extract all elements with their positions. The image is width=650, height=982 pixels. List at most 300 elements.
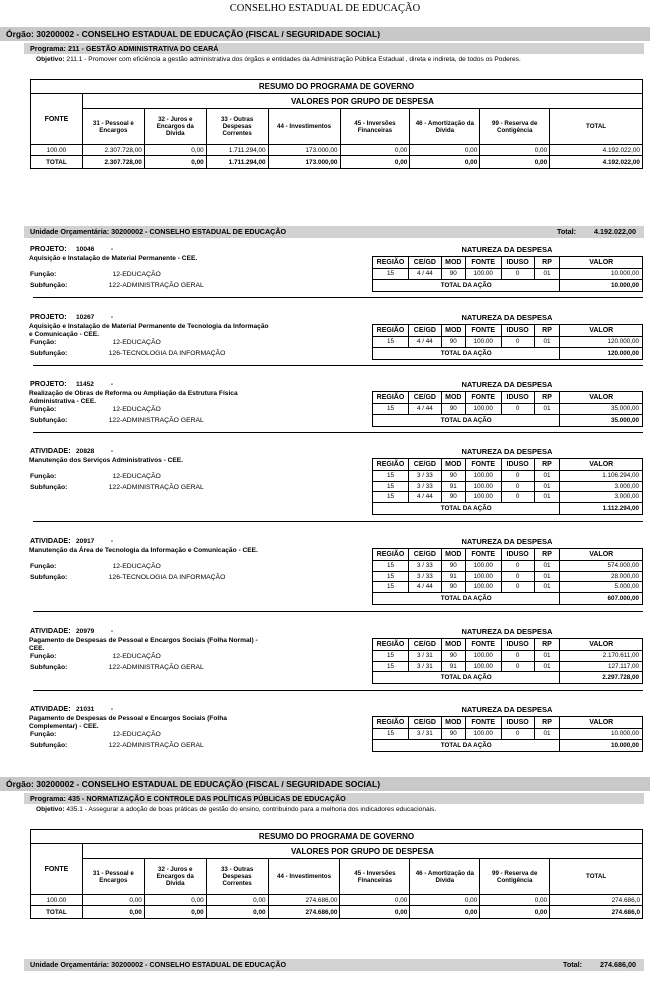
action-type: PROJETO: — [30, 312, 67, 321]
funcao-code: 12 — [112, 406, 120, 413]
natureza-cell: 3 / 33 — [408, 481, 441, 492]
subfuncao-line: Subfunção: 122-ADMINISTRAÇÃO GERAL — [30, 742, 204, 749]
subfuncao-code: 126 — [108, 350, 120, 357]
natureza-cell: 90 — [441, 729, 465, 740]
natureza-cell: 4 / 44 — [408, 492, 441, 503]
natureza-cell: 90 — [441, 269, 465, 280]
subfuncao-line: Subfunção: 126-TECNOLOGIA DA INFORMAÇÃO — [30, 574, 226, 581]
natureza-cell: 127.117,00 — [560, 661, 643, 672]
resumo-col-header: 46 - Amortização da Dívida — [410, 859, 480, 895]
natureza-cell: 90 — [441, 471, 465, 482]
total-acao-label: TOTAL DA AÇÃO — [373, 347, 560, 359]
natureza-col-header: IDUSO — [501, 549, 534, 561]
natureza-col-header: REGIÃO — [373, 392, 409, 404]
natureza-table — [372, 548, 643, 605]
natureza-cell: 15 — [373, 404, 409, 415]
natureza-cell: 15 — [373, 269, 409, 280]
natureza-table — [372, 324, 643, 360]
action-type: ATIVIDADE: — [30, 446, 71, 455]
natureza-cell: 0 — [501, 404, 534, 415]
natureza-col-header: MOD — [441, 325, 465, 337]
natureza-col-header: CE/GD — [408, 717, 441, 729]
natureza-cell: 3 / 31 — [408, 661, 441, 672]
natureza-cell: 0 — [501, 492, 534, 503]
funcao-code: 12 — [112, 563, 120, 570]
funcao-text: EDUCAÇÃO — [122, 406, 161, 413]
resumo-total-cell: 0,00 — [340, 156, 410, 169]
total-acao-value: 1.112.294,00 — [560, 502, 643, 514]
subfuncao-text: TECNOLOGIA DA INFORMAÇÃO — [122, 574, 226, 581]
funcao-text: EDUCAÇÃO — [122, 473, 161, 480]
unidade-total-value: 4.192.022,00 — [594, 227, 636, 236]
action-code: 10046 — [76, 246, 95, 253]
resumo-total-cell: 274.686,0 — [550, 906, 643, 919]
natureza-cell: 15 — [373, 337, 409, 348]
natureza-cell: 01 — [534, 337, 560, 348]
resumo-col-header: 44 - Investimentos — [268, 859, 340, 895]
natureza-col-header: VALOR — [560, 392, 643, 404]
natureza-cell: 15 — [373, 561, 409, 572]
subfuncao-code: 122 — [108, 664, 120, 671]
natureza-cell: 0 — [501, 481, 534, 492]
resumo-total-cell: 0,00 — [410, 906, 480, 919]
resumo-table — [30, 79, 643, 169]
subfuncao-code: 122 — [108, 484, 120, 491]
action-code: 21031 — [76, 706, 95, 713]
page-header: CONSELHO ESTADUAL DE EDUCAÇÃO — [229, 3, 421, 14]
funcao-line: Função: 12-EDUCAÇÃO — [30, 339, 161, 346]
funcao-code: 12 — [112, 731, 120, 738]
subfuncao-text: ADMINISTRAÇÃO GERAL — [122, 484, 204, 491]
unidade-bar — [24, 959, 644, 971]
natureza-col-header: IDUSO — [501, 459, 534, 471]
resumo-total-cell: 0,00 — [144, 156, 206, 169]
natureza-cell: 15 — [373, 582, 409, 593]
resumo-total-cell: 0,00 — [480, 156, 550, 169]
natureza-cell: 90 — [441, 404, 465, 415]
natureza-cell: 15 — [373, 729, 409, 740]
natureza-col-header: CE/GD — [408, 325, 441, 337]
subfuncao-label: Subfunção: — [30, 350, 68, 357]
natureza-col-header: CE/GD — [408, 639, 441, 651]
resumo-col-header: 99 - Reserva de Contigência — [480, 109, 550, 145]
natureza-cell: 100.00 — [465, 269, 501, 280]
natureza-col-header: RP — [534, 459, 560, 471]
resumo-cell: 0,00 — [410, 895, 480, 906]
subfuncao-code: 122 — [108, 742, 120, 749]
natureza-col-header: FONTE — [465, 717, 501, 729]
resumo-col-header: TOTAL — [550, 109, 643, 145]
funcao-line: Função: 12-EDUCAÇÃO — [30, 406, 161, 413]
natureza-col-header: IDUSO — [501, 257, 534, 269]
natureza-cell: 120.000,00 — [560, 337, 643, 348]
natureza-cell: 01 — [534, 661, 560, 672]
natureza-cell: 90 — [441, 651, 465, 662]
funcao-label: Função: — [30, 271, 57, 278]
natureza-col-header: RP — [534, 639, 560, 651]
natureza-cell: 01 — [534, 492, 560, 503]
natureza-cell: 3 / 33 — [408, 571, 441, 582]
total-acao-value: 35.000,00 — [560, 414, 643, 426]
action-header: ATIVIDADE: 21031 - Pagamento de Despesas de Pessoal e Encargos Sociais (Folha Complementar) - CEE. — [30, 705, 350, 732]
funcao-label: Função: — [30, 473, 57, 480]
total-acao-label: TOTAL DA AÇÃO — [373, 739, 560, 751]
natureza-cell: 100.00 — [465, 661, 501, 672]
natureza-cell: 91 — [441, 571, 465, 582]
natureza-cell: 3 / 33 — [408, 471, 441, 482]
natureza-col-header: VALOR — [560, 325, 643, 337]
orgao-bar: Órgão: 30200002 - CONSELHO ESTADUAL DE EDUCAÇÃO (FISCAL / SEGURIDADE SOCIAL) — [0, 27, 650, 41]
natureza-col-header: IDUSO — [501, 392, 534, 404]
resumo-cell: 0,00 — [340, 895, 410, 906]
resumo-cell: 0,00 — [340, 145, 410, 156]
subfuncao-line: Subfunção: 126-TECNOLOGIA DA INFORMAÇÃO — [30, 350, 226, 357]
resumo-total-cell: 1.711.294,00 — [206, 156, 268, 169]
resumo-cell: 0,00 — [206, 895, 268, 906]
natureza-cell: 0 — [501, 729, 534, 740]
natureza-cell: 3 / 33 — [408, 561, 441, 572]
natureza-cell: 10.000,00 — [560, 729, 643, 740]
total-acao-label: TOTAL DA AÇÃO — [373, 672, 560, 684]
funcao-label: Função: — [30, 406, 57, 413]
resumo-col-header: 32 - Juros e Encargos da Dívida — [144, 109, 206, 145]
subfuncao-text: ADMINISTRAÇÃO GERAL — [122, 417, 204, 424]
natureza-table — [372, 391, 643, 427]
funcao-line: Função: 12-EDUCAÇÃO — [30, 731, 161, 738]
natureza-cell: 01 — [534, 481, 560, 492]
natureza-cell: 0 — [501, 561, 534, 572]
action-code: 11452 — [76, 381, 94, 388]
natureza-cell: 01 — [534, 404, 560, 415]
natureza-col-header: CE/GD — [408, 549, 441, 561]
action-separator — [33, 432, 643, 433]
resumo-title: RESUMO DO PROGRAMA DE GOVERNO — [31, 80, 643, 94]
orgao-bar: Órgão: 30200002 - CONSELHO ESTADUAL DE EDUCAÇÃO (FISCAL / SEGURIDADE SOCIAL) — [0, 777, 650, 791]
natureza-cell: 3.000,00 — [560, 481, 643, 492]
natureza-cell: 0 — [501, 582, 534, 593]
unidade-total — [563, 960, 636, 969]
natureza-col-header: MOD — [441, 639, 465, 651]
unidade-total-value: 274.686,00 — [600, 960, 636, 969]
natureza-col-header: RP — [534, 392, 560, 404]
action-name: Aquisição e Instalação de Material Permanente de Tecnologia da Informação e Comunicação - CEE. — [29, 322, 269, 338]
unidade-label: Unidade Orçamentária: 30200002 - CONSELHO ESTADUAL DE EDUCAÇÃO — [30, 227, 287, 236]
funcao-code: 12 — [112, 271, 120, 278]
action-code: 10267 — [76, 314, 95, 321]
natureza-col-header: MOD — [441, 459, 465, 471]
natureza-col-header: FONTE — [465, 639, 501, 651]
resumo-col-header: 33 - Outras Despesas Correntes — [206, 859, 268, 895]
natureza-cell: 90 — [441, 337, 465, 348]
natureza-title: NATUREZA DA DESPESA — [461, 537, 553, 546]
action-code: 20917 — [76, 538, 95, 545]
funcao-label: Função: — [30, 653, 57, 660]
natureza-col-header: FONTE — [465, 392, 501, 404]
natureza-col-header: FONTE — [465, 325, 501, 337]
funcao-text: EDUCAÇÃO — [122, 563, 161, 570]
natureza-col-header: VALOR — [560, 257, 643, 269]
total-acao-label: TOTAL DA AÇÃO — [373, 279, 560, 291]
total-acao-value: 2.297.728,00 — [560, 672, 643, 684]
natureza-cell: 90 — [441, 582, 465, 593]
resumo-total-cell: 2.307.728,00 — [82, 156, 144, 169]
action-header: PROJETO: 11452 - Realização de Obras de Reforma ou Ampliação da Estrutura Física Administrativa - CEE. — [30, 380, 350, 407]
subfuncao-code: 122 — [108, 417, 120, 424]
natureza-cell: 0 — [501, 269, 534, 280]
action-type: ATIVIDADE: — [30, 536, 71, 545]
natureza-cell: 91 — [441, 481, 465, 492]
natureza-col-header: VALOR — [560, 549, 643, 561]
natureza-cell: 100.00 — [465, 729, 501, 740]
natureza-cell: 4 / 44 — [408, 337, 441, 348]
resumo-total-cell: 4.192.022,00 — [550, 156, 643, 169]
natureza-cell: 100.00 — [465, 471, 501, 482]
resumo-cell: 0,00 — [144, 145, 206, 156]
subfuncao-code: 122 — [108, 282, 120, 289]
action-code: 20979 — [76, 628, 95, 635]
fonte-header: FONTE — [31, 844, 83, 895]
subfuncao-line: Subfunção: 122-ADMINISTRAÇÃO GERAL — [30, 664, 204, 671]
natureza-cell: 01 — [534, 471, 560, 482]
natureza-cell: 100.00 — [465, 571, 501, 582]
action-code: 20828 — [76, 448, 95, 455]
action-type: PROJETO: — [30, 244, 67, 253]
funcao-text: EDUCAÇÃO — [122, 731, 161, 738]
objetivo-label: Objetivo: — [36, 806, 65, 813]
natureza-cell: 5.000,00 — [560, 582, 643, 593]
resumo-col-header: 45 - Inversões Financeiras — [340, 109, 410, 145]
resumo-cell: 173.000,00 — [268, 145, 340, 156]
total-acao-value: 10.000,00 — [560, 279, 643, 291]
natureza-col-header: RP — [534, 717, 560, 729]
natureza-col-header: MOD — [441, 257, 465, 269]
objetivo-line — [36, 806, 646, 813]
objetivo-label: Objetivo: — [36, 56, 65, 63]
natureza-cell: 01 — [534, 571, 560, 582]
natureza-table — [372, 638, 643, 684]
natureza-title: NATUREZA DA DESPESA — [461, 447, 553, 456]
natureza-title: NATUREZA DA DESPESA — [461, 245, 553, 254]
total-acao-label: TOTAL DA AÇÃO — [373, 502, 560, 514]
action-type: PROJETO: — [30, 379, 67, 388]
action-header: ATIVIDADE: 20828 - Manutenção dos Serviços Administrativos - CEE. — [30, 447, 350, 465]
resumo-total-cell: 0,00 — [480, 906, 550, 919]
resumo-col-header: 32 - Juros e Encargos da Dívida — [144, 859, 206, 895]
total-acao-value: 10.000,00 — [560, 739, 643, 751]
funcao-text: EDUCAÇÃO — [122, 653, 161, 660]
natureza-cell: 0 — [501, 661, 534, 672]
natureza-col-header: FONTE — [465, 257, 501, 269]
resumo-col-header: 33 - Outras Despesas Correntes — [206, 109, 268, 145]
action-header: ATIVIDADE: 20979 - Pagamento de Despesas de Pessoal e Encargos Sociais (Folha Normal) - CEE. — [30, 627, 350, 654]
programa-bar: Programa: 435 - NORMATIZAÇÃO E CONTROLE DAS POLÍTICAS PÚBLICAS DE EDUCAÇÃO — [24, 793, 644, 804]
resumo-total-cell: 0,00 — [82, 906, 144, 919]
subfuncao-label: Subfunção: — [30, 664, 68, 671]
objetivo-line — [36, 56, 646, 63]
resumo-cell: 0,00 — [480, 895, 550, 906]
natureza-col-header: VALOR — [560, 639, 643, 651]
natureza-cell: 100.00 — [465, 337, 501, 348]
natureza-cell: 10.000,00 — [560, 269, 643, 280]
natureza-cell: 100.00 — [465, 404, 501, 415]
action-header: ATIVIDADE: 20917 - Manutenção da Área de Tecnologia da Informação e Comunicação - CEE. — [30, 537, 350, 555]
unidade-total-label: Total: — [557, 227, 577, 236]
resumo-col-header: 44 - Investimentos — [268, 109, 340, 145]
resumo-total-cell: 0,00 — [340, 906, 410, 919]
natureza-col-header: CE/GD — [408, 257, 441, 269]
natureza-col-header: CE/GD — [408, 459, 441, 471]
funcao-code: 12 — [112, 473, 120, 480]
funcao-line: Função: 12-EDUCAÇÃO — [30, 271, 161, 278]
natureza-cell: 0 — [501, 337, 534, 348]
resumo-total-cell: TOTAL — [31, 156, 83, 169]
action-name: Pagamento de Despesas de Pessoal e Encargos Sociais (Folha Normal) - CEE. — [29, 636, 258, 652]
action-separator — [33, 297, 643, 298]
resumo-col-header: 99 - Reserva de Contigência — [480, 859, 550, 895]
total-acao-value: 607.000,00 — [560, 592, 643, 604]
natureza-cell: 4 / 44 — [408, 582, 441, 593]
natureza-cell: 0 — [501, 651, 534, 662]
natureza-col-header: VALOR — [560, 717, 643, 729]
subfuncao-line: Subfunção: 122-ADMINISTRAÇÃO GERAL — [30, 417, 204, 424]
action-type: ATIVIDADE: — [30, 626, 71, 635]
action-name: Manutenção dos Serviços Administrativos - CEE. — [29, 456, 184, 464]
subfuncao-text: TECNOLOGIA DA INFORMAÇÃO — [122, 350, 226, 357]
action-separator — [33, 690, 643, 691]
natureza-cell: 100.00 — [465, 561, 501, 572]
resumo-total-cell: TOTAL — [31, 906, 83, 919]
natureza-title: NATUREZA DA DESPESA — [461, 627, 553, 636]
natureza-col-header: FONTE — [465, 459, 501, 471]
natureza-col-header: IDUSO — [501, 717, 534, 729]
natureza-cell: 100.00 — [465, 582, 501, 593]
funcao-line: Função: 12-EDUCAÇÃO — [30, 473, 161, 480]
unidade-bar — [24, 226, 644, 238]
natureza-col-header: REGIÃO — [373, 325, 409, 337]
natureza-col-header: REGIÃO — [373, 549, 409, 561]
action-separator — [33, 521, 643, 522]
natureza-cell: 15 — [373, 471, 409, 482]
funcao-label: Função: — [30, 563, 57, 570]
total-acao-label: TOTAL DA AÇÃO — [373, 592, 560, 604]
subfuncao-text: ADMINISTRAÇÃO GERAL — [122, 282, 204, 289]
resumo-col-header: 45 - Inversões Financeiras — [340, 859, 410, 895]
natureza-col-header: IDUSO — [501, 639, 534, 651]
resumo-subtitle: VALORES POR GRUPO DE DESPESA — [82, 844, 642, 859]
resumo-table — [30, 829, 643, 919]
resumo-subtitle: VALORES POR GRUPO DE DESPESA — [82, 94, 642, 109]
subfuncao-line: Subfunção: 122-ADMINISTRAÇÃO GERAL — [30, 484, 204, 491]
natureza-cell: 100.00 — [465, 481, 501, 492]
resumo-title: RESUMO DO PROGRAMA DE GOVERNO — [31, 830, 643, 844]
resumo-cell: 2.307.728,00 — [82, 145, 144, 156]
objetivo-text: 211.1 - Promover com eficiência a gestão administrativa dos órgãos e entidades da Administração Pública Estadual , direta e indireta, de todos os Poderes. — [66, 56, 521, 63]
resumo-cell: 274.686,00 — [268, 895, 340, 906]
action-name: Realização de Obras de Reforma ou Ampliação da Estrutura Física Administrativa - CEE. — [29, 389, 238, 405]
funcao-line: Função: 12-EDUCAÇÃO — [30, 653, 161, 660]
funcao-label: Função: — [30, 339, 57, 346]
total-acao-value: 120.000,00 — [560, 347, 643, 359]
natureza-cell: 90 — [441, 561, 465, 572]
subfuncao-text: ADMINISTRAÇÃO GERAL — [122, 742, 204, 749]
natureza-col-header: RP — [534, 257, 560, 269]
natureza-cell: 3.000,00 — [560, 492, 643, 503]
funcao-text: EDUCAÇÃO — [122, 271, 161, 278]
natureza-cell: 90 — [441, 492, 465, 503]
natureza-cell: 0 — [501, 571, 534, 582]
natureza-cell: 01 — [534, 582, 560, 593]
natureza-cell: 15 — [373, 571, 409, 582]
subfuncao-text: ADMINISTRAÇÃO GERAL — [122, 664, 204, 671]
action-separator — [33, 365, 643, 366]
subfuncao-label: Subfunção: — [30, 484, 68, 491]
natureza-col-header: REGIÃO — [373, 639, 409, 651]
funcao-line: Função: 12-EDUCAÇÃO — [30, 563, 161, 570]
natureza-title: NATUREZA DA DESPESA — [461, 705, 553, 714]
unidade-total — [557, 227, 636, 236]
natureza-title: NATUREZA DA DESPESA — [461, 313, 553, 322]
funcao-code: 12 — [112, 653, 120, 660]
natureza-cell: 28.000,00 — [560, 571, 643, 582]
action-header: PROJETO: 10046 - Aquisição e Instalação de Material Permanente - CEE. — [30, 245, 350, 263]
natureza-cell: 01 — [534, 561, 560, 572]
objetivo-text: 435.1 - Assegurar a adoção de boas práticas de gestão do ensino, contribuindo para a melhoria dos indicadores educacionais. — [66, 806, 437, 813]
natureza-col-header: IDUSO — [501, 325, 534, 337]
natureza-col-header: REGIÃO — [373, 257, 409, 269]
natureza-col-header: MOD — [441, 717, 465, 729]
natureza-cell: 15 — [373, 651, 409, 662]
resumo-col-header: TOTAL — [550, 859, 643, 895]
natureza-cell: 4 / 44 — [408, 404, 441, 415]
total-acao-label: TOTAL DA AÇÃO — [373, 414, 560, 426]
natureza-cell: 574.000,00 — [560, 561, 643, 572]
natureza-cell: 15 — [373, 481, 409, 492]
subfuncao-label: Subfunção: — [30, 417, 68, 424]
natureza-cell: 01 — [534, 729, 560, 740]
programa-bar: Programa: 211 - GESTÃO ADMINISTRATIVA DO CEARÁ — [24, 43, 644, 54]
resumo-total-cell: 274.686,00 — [268, 906, 340, 919]
subfuncao-label: Subfunção: — [30, 574, 68, 581]
unidade-label: Unidade Orçamentária: 30200002 - CONSELHO ESTADUAL DE EDUCAÇÃO — [30, 960, 287, 969]
resumo-total-cell: 173.000,00 — [268, 156, 340, 169]
natureza-table — [372, 458, 643, 515]
resumo-cell: 100.00 — [31, 895, 83, 906]
natureza-cell: 0 — [501, 471, 534, 482]
resumo-total-cell: 0,00 — [144, 906, 206, 919]
natureza-cell: 35.000,00 — [560, 404, 643, 415]
natureza-cell: 01 — [534, 269, 560, 280]
action-name: Aquisição e Instalação de Material Permanente - CEE. — [29, 254, 198, 262]
natureza-cell: 2.170.611,00 — [560, 651, 643, 662]
resumo-cell: 100.00 — [31, 145, 83, 156]
natureza-cell: 91 — [441, 661, 465, 672]
natureza-cell: 4 / 44 — [408, 269, 441, 280]
natureza-cell: 15 — [373, 492, 409, 503]
resumo-cell: 4.192.022,00 — [550, 145, 643, 156]
natureza-cell: 3 / 31 — [408, 729, 441, 740]
action-separator — [33, 611, 643, 612]
subfuncao-label: Subfunção: — [30, 282, 68, 289]
resumo-cell: 0,00 — [480, 145, 550, 156]
natureza-col-header: VALOR — [560, 459, 643, 471]
natureza-col-header: REGIÃO — [373, 717, 409, 729]
resumo-total-cell: 0,00 — [206, 906, 268, 919]
natureza-table — [372, 716, 643, 752]
action-type: ATIVIDADE: — [30, 704, 71, 713]
funcao-label: Função: — [30, 731, 57, 738]
resumo-cell: 274.686,0 — [550, 895, 643, 906]
natureza-col-header: MOD — [441, 392, 465, 404]
